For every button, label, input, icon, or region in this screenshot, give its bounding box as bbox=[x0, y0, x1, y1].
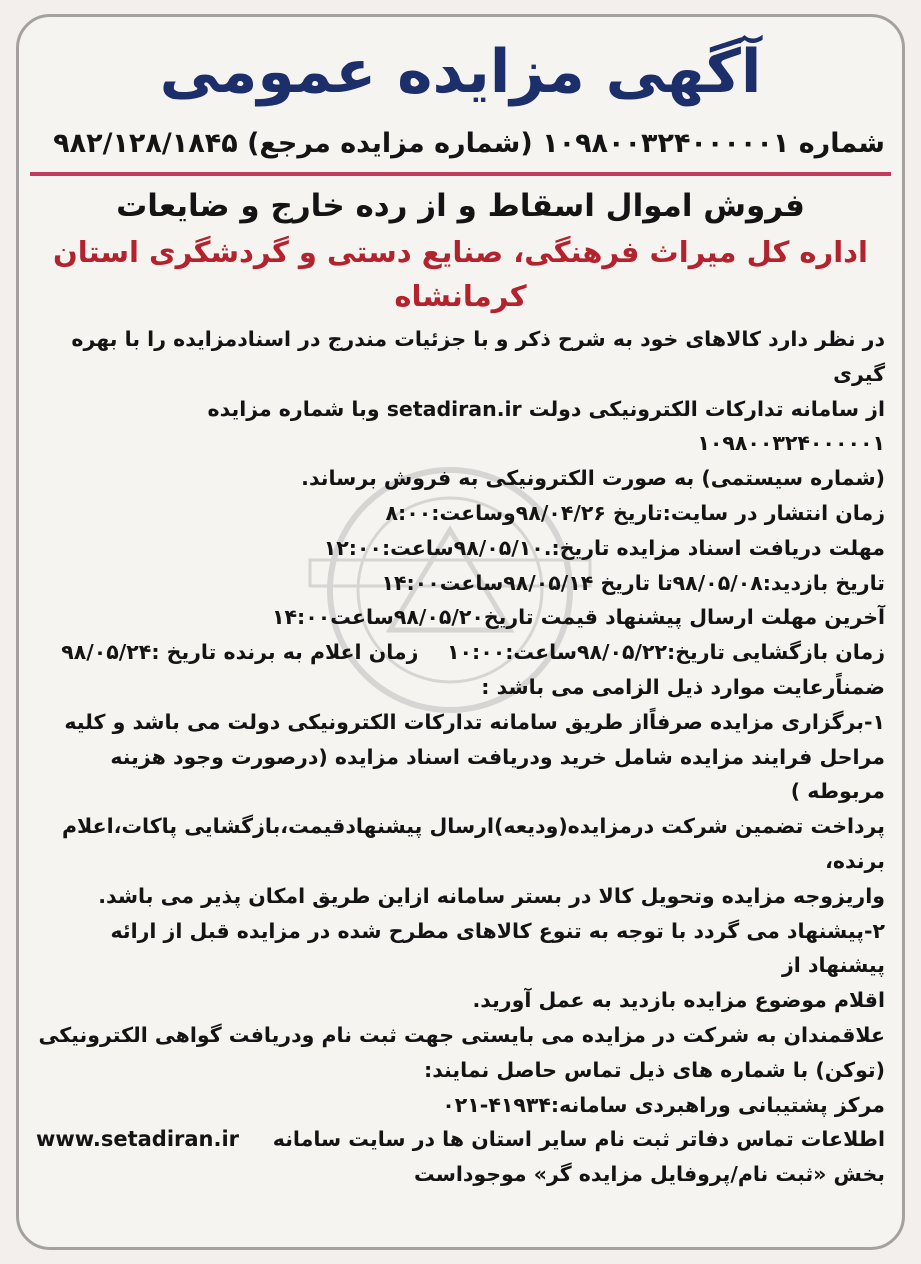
schedule-publish: زمان انتشار در سایت:تاریخ ۹۸/۰۴/۲۶وساعت:۸:۰۰ bbox=[385, 500, 885, 525]
contact-url: www.setadiran.ir bbox=[36, 1127, 240, 1152]
registration-paragraph: علاقمندان به شرکت در مزایده می بایستی جهت ثبت نام ودریافت گواهی الکترونیکی (توکن) با شماره های ذیل تماس حاصل نمایند: bbox=[38, 1022, 885, 1082]
schedule-bid-deadline: آخرین مهلت ارسال پیشنهاد قیمت تاریخ۹۸/۰۵/۲۰ساعت۱۴:۰۰ bbox=[272, 605, 885, 630]
reference-number: شماره ۱۰۹۸۰۰۳۲۴۰۰۰۰۰۱ (شماره مزایده مرجع) ۹۸۲/۱۲۸/۱۸۴۵ bbox=[53, 128, 885, 159]
page-title: آگهی مزایده عمومی bbox=[159, 37, 762, 107]
requirement-item-1: ۱-برگزاری مزایده صرفاًاز طریق سامانه تدارکات الکترونیکی دولت می باشد و کلیه مراحل فرایند مزایده شامل خرید ودریافت اسناد مزایده (درصورت وجود هزینه مربوطه ) پرداخت تضمین شرکت درمزایده(ودیعه)ارسال پیشنهادقیمت،بازگشایی پاکات،اعلام برنده، واریزوجه مزایده وتحویل کالا در بستر سامانه ازاین طریق امکان پذیر می باشد. bbox=[62, 709, 885, 908]
schedule-visit: تاریخ بازدید:۹۸/۰۵/۰۸تا تاریخ ۹۸/۰۵/۱۴ساعت۱۴:۰۰ bbox=[381, 570, 885, 595]
schedule-documents-deadline: مهلت دریافت اسناد مزایده تاریخ:.۹۸/۰۵/۱۰ساعت:۱۲:۰۰ bbox=[323, 535, 885, 560]
requirement-item-2: ۲-پیشنهاد می گردد با توجه به تنوع کالاهای مطرح شده در مزایده قبل از ارائه پیشنهاد از اقلام موضوع مزایده بازدید به عمل آورید. bbox=[110, 918, 885, 1013]
organization-name: اداره کل میراث فرهنگی، صنایع دستی و گردشگری استان کرمانشاه bbox=[53, 235, 868, 313]
contact-line bbox=[36, 1122, 885, 1157]
subtitle: فروش اموال اسقاط و از رده خارج و ضایعات bbox=[116, 188, 805, 224]
title-divider bbox=[30, 172, 891, 176]
closing-line: بخش «ثبت نام/پروفایل مزایده گر» موجوداست bbox=[414, 1162, 885, 1187]
intro-paragraph: در نظر دارد کالاهای خود به شرح ذکر و با جزئیات مندرج در اسنادمزایده را با بهره گیری از سامانه تدارکات الکترونیکی دولت setadiran.ir وبا شماره مزایده ۱۰۹۸۰۰۳۲۴۰۰۰۰۰۱ (شماره سیستمی) به صورت الکترونیکی به فروش برساند. bbox=[71, 327, 885, 491]
support-center: مرکز پشتیبانی وراهبردی سامانه:۴۱۹۳۴-۰۲۱ bbox=[442, 1092, 885, 1117]
schedule-opening: زمان بازگشایی تاریخ:۹۸/۰۵/۲۲ساعت:۱۰:۰۰ زمان اعلام به برنده تاریخ :۹۸/۰۵/۲۴ bbox=[61, 640, 885, 665]
announcement-content bbox=[36, 28, 885, 1192]
contact-text: اطلاعات تماس دفاتر ثبت نام سایر استان ها در سایت سامانه bbox=[272, 1127, 885, 1152]
requirements-heading: ضمناًرعایت موارد ذیل الزامی می باشد : bbox=[481, 674, 885, 699]
